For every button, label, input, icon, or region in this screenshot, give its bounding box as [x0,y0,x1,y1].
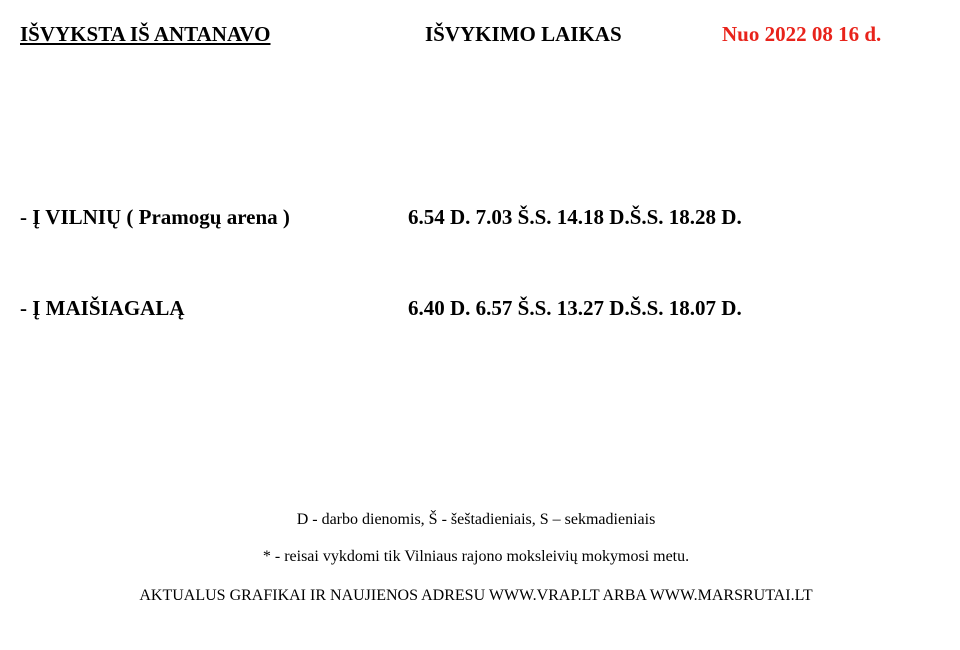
route-times-vilnius: 6.54 D. 7.03 Š.S. 14.18 D.Š.S. 18.28 D. [408,205,742,229]
legend-text: D - darbo dienomis, Š - šeštadieniais, S – sekmadieniais [296,511,656,528]
info-text: AKTUALUS GRAFIKAI IR NAUJIENOS ADRESU WWW.VRAP.LT ARBA WWW.MARSRUTAI.LT [139,587,813,604]
departure-time-heading: IŠVYKIMO LAIKAS [425,22,622,46]
route-destination-maisiagala: - Į MAIŠIAGALĄ [20,296,185,320]
route-times-maisiagala: 6.40 D. 6.57 Š.S. 13.27 D.Š.S. 18.07 D. [408,296,742,320]
departure-from-heading: IŠVYKSTA IŠ ANTANAVO [20,22,271,46]
valid-from-date: Nuo 2022 08 16 d. [722,22,882,46]
route-destination-vilnius: - Į VILNIŲ ( Pramogų arena ) [20,205,290,229]
note-text: * - reisai vykdomi tik Vilniaus rajono moksleivių mokymosi metu. [262,548,690,565]
